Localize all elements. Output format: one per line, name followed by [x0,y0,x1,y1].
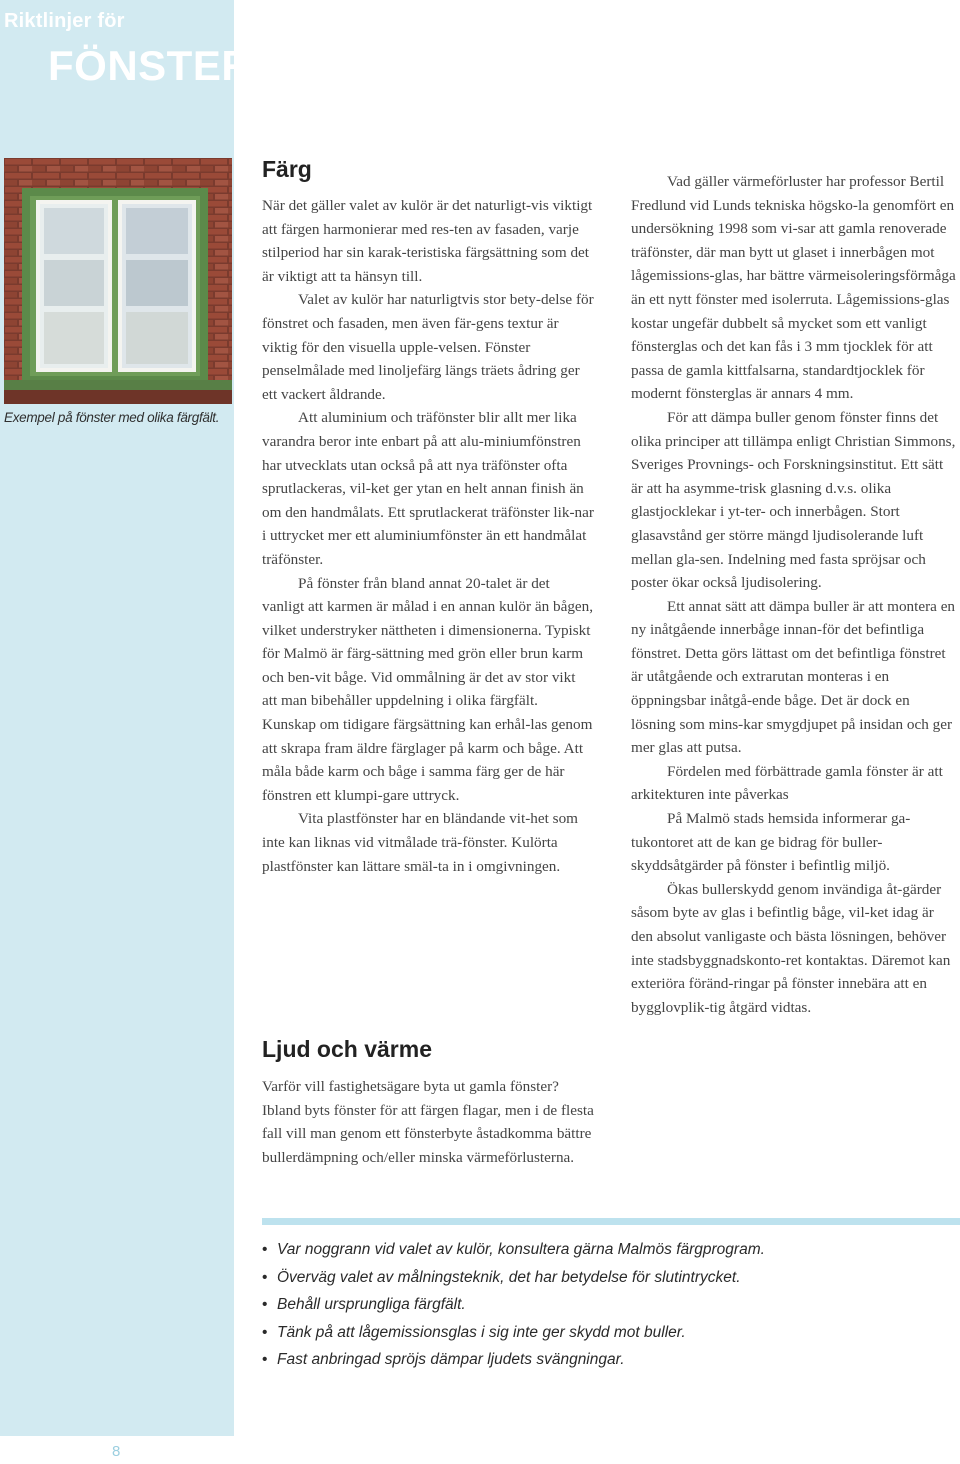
summary-list [262,1238,952,1376]
section-heading-farg: Färg [262,156,312,182]
list-item-text: Tänk på att lågemissionsglas i sig inte ger skydd mot buller. [277,1323,686,1341]
paragraph: Att aluminium och träfönster blir allt mer lika varandra beror inte enbart på att alu-miniumfönstren har utvecklats utan också på att nya träfönster ofta sprutlackeras, vil-ket ger ytan en helt annan finish än om den handmålats. Ett sprutlackerat träfönster lik-nar i uttrycket mer ett aluminiumfönster än ett handmålat träfönster. [262,409,594,568]
page-title: FÖNSTER [48,42,253,89]
list-item [262,1266,952,1294]
list-item [262,1321,952,1349]
title-band [0,0,253,156]
paragraph: Vita plastfönster har en bländande vit-het som inte kan liknas vid vitmålade trä-fönster. Kulörta plastfönster kan lättare smäl-ta in i omgivningen. [262,810,578,875]
list-item-text: Behåll ursprungliga färgfält. [277,1296,466,1313]
paragraph: Vad gäller värmeförluster har professor Bertil Fredlund vid Lunds tekniska högsko-la genomfört en undersökning 1998 som vi-sar att gamla renoverade träfönster, där man bytt ut glaset i innerbågen mot lågemissions-glas, har bättre värmeisoleringsförmåga än ett nytt fönster med isolerruta. Lågemissions-glas kostar ungefär dubbelt så mycket som ett vanligt fönsterglas och det kan fås i 3 mm tjocklek för att passa de gamla kittfalsarna, standardtjocklek för modernt fönsterglas är annars 4 mm. [631,173,956,403]
photo-caption: Exempel på fönster med olika färgfält. [4,410,220,425]
bullet-icon: • [262,1323,268,1341]
bullet-icon: • [262,1351,268,1368]
summary-divider [262,1218,960,1225]
list-item-text: Överväg valet av målningsteknik, det har betydelse för slutintrycket. [277,1268,741,1286]
body-column-farg [262,194,594,878]
paragraph: När det gäller valet av kulör är det naturligt-vis viktigt att färgen harmonierar med res-ten av fasaden, varje stilperiod har sin karak-teristiska färgsättning som det är viktigt att ta hänsyn till. [262,197,593,285]
body-column-right [631,170,957,1019]
paragraph: På fönster från bland annat 20-talet är det vanligt att karmen är målad i en annan kulör än bågen, vilket understryker nättheten i dimensionerna. Typiskt för Malmö är färg-sättning med grön eller brun karm och ben-vit båge. Vid ommålning är det av stor vikt att man bibehåller uppdelning i olika färgfält. Kunskap om tidigare färgsättning kan erhål-las genom att skrapa fram äldre färglager på karm och båge. Att måla både karm och båge i samma färg ger de här fönstren ett klumpi-gare uttryck. [262,574,594,804]
list-item-text: Fast anbringad spröjs dämpar ljudets svängningar. [277,1351,625,1368]
list-item [262,1348,952,1376]
paragraph: För att dämpa buller genom fönster finns det olika principer att tillämpa enligt Christian Simmons, Sveriges Provnings- och Forskningsinstitut. Ett sätt är att ha asymme-trisk glasning d.v.s. olika glastjocklekar i yt-ter- och innerbågen. Stort glasavstånd ger större mängd ljudisolerande luft mellan gla-sen. Indelning med fasta spröjsar och poster ökar också ljudisolering. [631,408,956,592]
list-item [262,1238,952,1266]
section-heading-ljud: Ljud och värme [262,1036,432,1062]
paragraph: På Malmö stads hemsida informerar ga-tukontoret att de kan ge bidrag för buller-skyddsåtgärder på fönster i befintlig miljö. [631,810,911,875]
paragraph: Ett annat sätt att dämpa buller är att montera en ny inåtgående innerbåge innan-för det befintliga fönstret. Detta görs lättast om det befintliga fönstret är utåtgående och extrarutan monteras i en öppningsbar inåtgå-ende båge. Det är dock en lösning som mins-kar smygdjupet på insidan och ger mer glas att putsa. [631,597,956,757]
body-column-ljud [262,1075,594,1169]
paragraph: Fördelen med förbättrade gamla fönster är att arkitekturen inte påverkas [631,762,943,804]
page-number: 8 [112,1443,121,1460]
series-title: Riktlinjer för [4,10,125,32]
bullet-icon: • [262,1296,268,1313]
list-item [262,1293,952,1321]
bullet-icon: • [262,1268,268,1286]
paragraph: Valet av kulör har naturligtvis stor bety-delse för fönstret och fasaden, men även fär-gens textur är viktig för den visuella upple-velsen. Fönster penselmålade med linoljefärg längs träets ådring ger ett vackert åldrande. [262,291,594,403]
paragraph: Ökas bullerskydd genom invändiga åt-gärder såsom byte av glas i befintlig båge, vil-ket idag är den absolut vanligaste och bästa lösningen, behöver inte stadsbyggnadskonto-ret kontaktas. Däremot kan exteriöra föränd-ringar på fönster innebära att en bygglovplik-tig åtgärd vidtas. [631,880,951,1016]
list-item-text: Var noggrann vid valet av kulör, konsultera gärna Malmös färgprogram. [277,1241,765,1258]
bullet-icon: • [262,1241,268,1258]
window-photo [4,158,232,404]
paragraph: Varför vill fastighetsägare byta ut gamla fönster? Ibland byts fönster för att färgen flagar, men i de flesta fall vill man genom ett fönsterbyte åstadkomma bättre bullerdämpning och/eller minska värmeförlusterna. [262,1078,594,1166]
